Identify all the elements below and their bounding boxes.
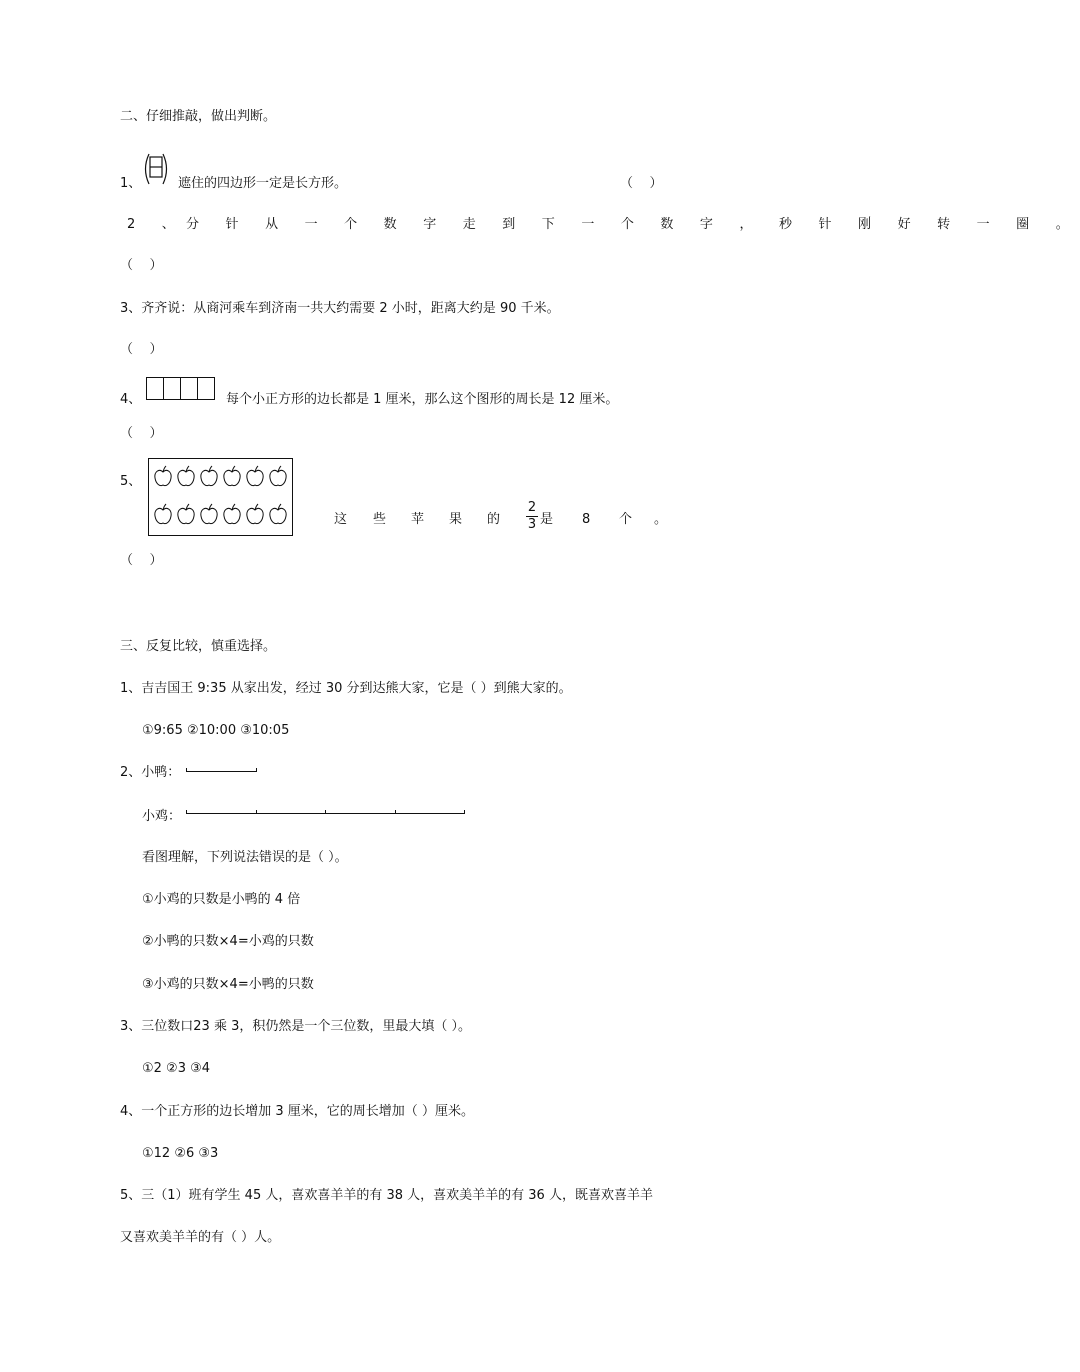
question-1-number: 1、 [120, 176, 142, 191]
chick-tick [464, 810, 465, 814]
fraction-denominator: 3 [527, 517, 537, 532]
apples-box [148, 458, 294, 537]
q5-word-1: 这 [334, 512, 348, 527]
question-3-text: 3、齐齐说：从商河乘车到济南一共大约需要 2 小时，距离大约是 90 千米。 [120, 301, 560, 316]
question-4-text: 每个小正方形的边长都是 1 厘米，那么这个图形的周长是 12 厘米。 [226, 392, 619, 407]
q5-count: 8 [582, 512, 591, 527]
section-heading-choice: 三、反复比较，慎重选择。 [120, 639, 277, 654]
choice-question-4-text: 4、一个正方形的边长增加 3 厘米，它的周长增加（ ）厘米。 [120, 1104, 474, 1119]
q5-word-5: 的 [487, 512, 501, 527]
question-1-text: 遮住的四边形一定是长方形。 [178, 176, 348, 191]
choice-question-4-options: ①12 ②6 ③3 [142, 1146, 219, 1161]
question-1-answer-blank[interactable]: （ ） [620, 176, 663, 191]
choice-question-2-option-2: ②小鸭的只数×4=小鸡的只数 [142, 934, 314, 949]
q5-word-2: 些 [373, 512, 387, 527]
fraction-numerator: 2 [527, 500, 537, 515]
apple-icon [201, 466, 217, 486]
question-4-number: 4、 [120, 392, 142, 407]
apple-icon [201, 504, 217, 524]
choice-question-5-line-2: 又喜欢美羊羊的有（ ）人。 [120, 1230, 281, 1245]
choice-question-5-line-1: 5、三（1）班有学生 45 人，喜欢喜羊羊的有 38 人，喜欢美羊羊的有 36 人，既喜欢喜羊羊 [120, 1188, 653, 1203]
apple-icon [178, 466, 194, 486]
four-squares-figure [146, 377, 216, 401]
apple-icon [155, 466, 171, 486]
duck-tick-end [256, 768, 257, 772]
question-5-answer-blank[interactable]: （ ） [120, 553, 163, 568]
apple-icon [270, 466, 286, 486]
choice-question-2-option-3: ③小鸡的只数×4=小鸭的只数 [142, 977, 314, 992]
question-3-answer-blank[interactable]: （ ） [120, 342, 163, 357]
apple-icon [224, 466, 240, 486]
chick-tick [395, 810, 396, 814]
choice-question-1-options: ①9:65 ②10:00 ③10:05 [142, 723, 290, 738]
question-2-answer-blank[interactable]: （ ） [120, 258, 163, 273]
duck-label: 2、小鸭： [120, 765, 181, 780]
q5-unit: 个 [619, 512, 633, 527]
chick-tick [325, 810, 326, 814]
duck-tick-start [186, 768, 187, 772]
covered-quadrilateral-icon [141, 152, 171, 186]
fraction-two-thirds [526, 501, 538, 532]
question-5-number: 5、 [120, 474, 142, 489]
duck-segment [186, 771, 256, 772]
chick-label: 小鸡： [142, 809, 182, 824]
choice-question-1-text: 1、吉吉国王 9:35 从家出发，经过 30 分到达熊大家，它是（ ）到熊大家的。 [120, 681, 572, 696]
choice-question-3-options: ①2 ②3 ③4 [142, 1061, 211, 1076]
question-4-answer-blank[interactable]: （ ） [120, 426, 163, 441]
q5-after-fraction: 是 [540, 512, 554, 527]
question-2-text: 2 、分 针 从 一 个 数 字 走 到 下 一 个 数 字 ， 秒 针 刚 好 转 一 圈 。 [127, 217, 1080, 232]
choice-question-3-text: 3、三位数口23 乘 3，积仍然是一个三位数，里最大填（ ）。 [120, 1019, 471, 1034]
q5-word-4: 果 [449, 512, 463, 527]
section-heading-judgement: 二、仔细推敲，做出判断。 [120, 109, 277, 124]
choice-question-2-option-1: ①小鸡的只数是小鸭的 4 倍 [142, 892, 301, 907]
apple-icon [270, 504, 286, 524]
apple-icon [247, 466, 263, 486]
choice-question-2-prompt: 看图理解，下列说法错误的是（ ）。 [142, 850, 348, 865]
q5-word-3: 苹 [411, 512, 425, 527]
q5-end: 。 [654, 512, 668, 527]
apple-icon [247, 504, 263, 524]
apple-icon [155, 504, 171, 524]
apple-icon [178, 504, 194, 524]
apple-icon [224, 504, 240, 524]
chick-tick [256, 810, 257, 814]
chick-tick [186, 810, 187, 814]
